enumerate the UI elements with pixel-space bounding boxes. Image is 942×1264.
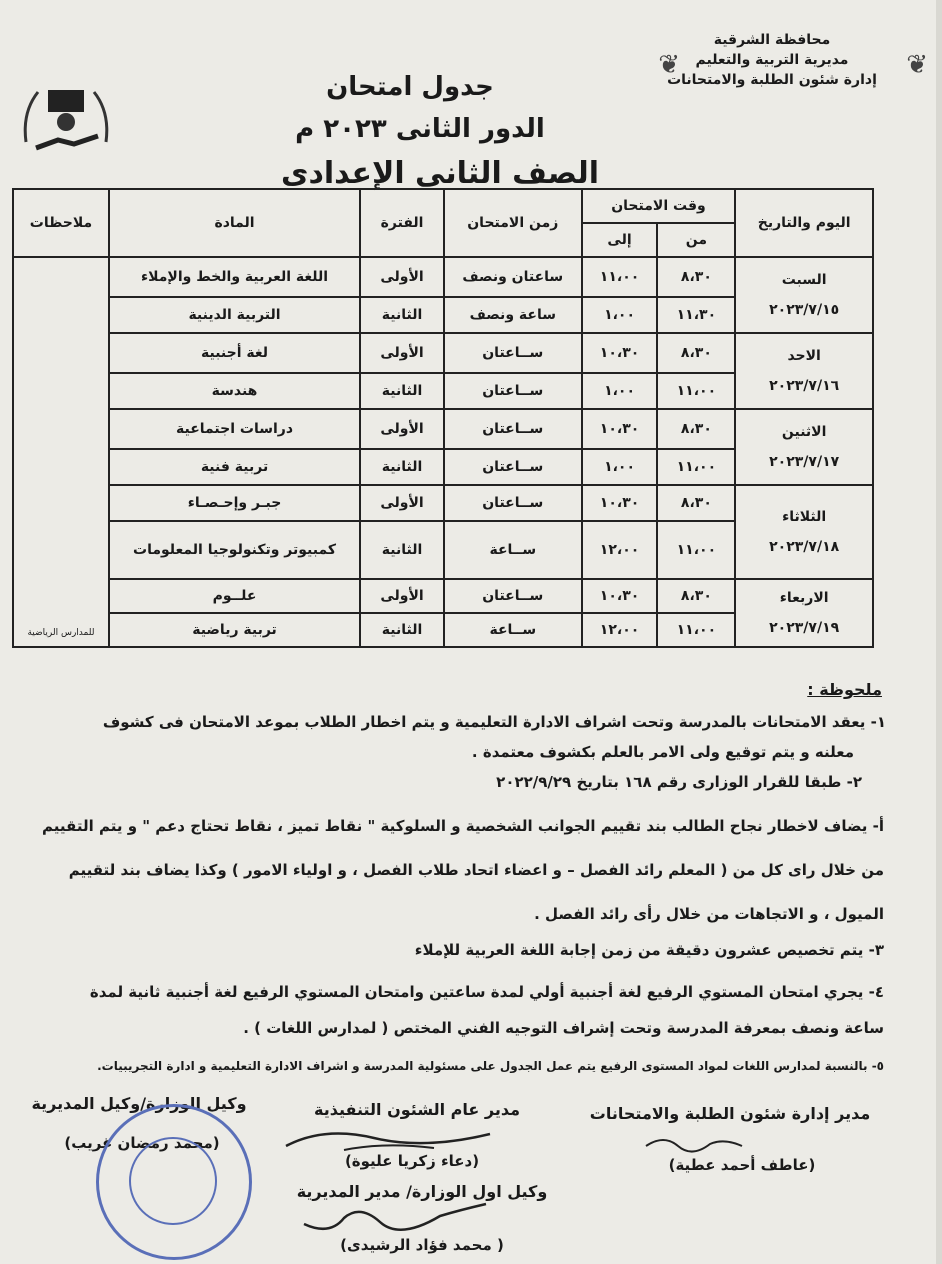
subject: اللغة العربية والخط والإملاء [109,257,360,297]
note-1-line-1: ١- يعقد الامتحانات بالمدرسة وتحت اشراف الادارة التعليمية و يتم اخطار الطلاب بموعد الامتحان فى كشوف [102,713,886,731]
handwritten-signature-icon [284,1120,494,1154]
day-name: الثلاثاء [782,509,827,525]
note-3: ٣- يتم تخصيص عشرون دقيقة من زمن إجابة اللغة العربية للإملاء [414,941,884,959]
time-from: ٨،٣٠ [657,409,735,449]
subject: كمبيوتر وتكنولوجيا المعلومات [109,521,360,579]
day-cell [735,485,873,579]
subject: التربية الدينية [109,297,360,333]
note-1-line-2: معلنه و يتم توقيع ولى الامر بالعلم بكشوف معتمدة . [471,743,854,761]
period: الثانية [360,521,444,579]
duration: ســاعتان [444,449,582,485]
note-2: ٢- طبقا للقرار الوزارى رقم ١٦٨ بتاريخ ٢٠٢٢/٩/٢٩ [496,773,862,791]
wreath-left-icon: ❦ [658,50,680,80]
table-row [13,409,873,449]
note-2a-line-3: الميول ، و الاتجاهات من خلال رأى رائد الفصل . [534,905,884,923]
day-date: ٢٠٢٣/٧/١٥ [769,302,840,318]
signature-title-director: وكيل اول الوزارة/ مدير المديرية [296,1182,548,1201]
signature-title-deputy: وكيل الوزارة/وكيل المديرية [31,1094,247,1113]
subject: هندسة [109,373,360,409]
ministry-emblem-icon [18,82,114,164]
time-from: ١١،٠٠ [657,521,735,579]
time-to: ١٢،٠٠ [582,613,658,647]
period: الأولى [360,485,444,521]
time-from: ١١،٠٠ [657,613,735,647]
document-title: جدول امتحان [326,72,494,102]
col-day-date: اليوم والتاريخ [735,189,873,257]
time-to: ١،٠٠ [582,297,658,333]
duration: ســاعتان [444,579,582,613]
grade-title: الصف الثانى الإعدادى [280,156,600,191]
period: الثانية [360,613,444,647]
col-from: من [657,223,735,257]
signature-title-executive: مدير عام الشئون التنفيذية [313,1100,521,1119]
col-duration: زمن الامتحان [444,189,582,257]
period: الأولى [360,257,444,297]
time-from: ١١،٣٠ [657,297,735,333]
time-to: ١،٠٠ [582,373,658,409]
signature-name-deputy: (محمد رمضان غريب) [64,1134,220,1152]
organization-header [642,30,902,90]
day-cell [735,333,873,409]
table-row [13,333,873,373]
duration: ســاعة [444,613,582,647]
col-notes: ملاحظات [13,189,109,257]
subject: علــوم [109,579,360,613]
subject: دراسات اجتماعية [109,409,360,449]
duration: ساعتان ونصف [444,257,582,297]
note-5: ٥- بالنسبة لمدارس اللغات لمواد المستوى الرفيع يتم عمل الجدول على مسئولية المدرسة و اشراف الادارة التعليمية و ادارة التجريبيات. [97,1059,884,1073]
note-2a-line-1: أ- يضاف لاخطار نجاح الطالب بند تقييم الجوانب الشخصية و السلوكية " نقاط تميز ، نقاط تحتاج دعم " و يتم التقييم [42,817,884,835]
subject: جبـر وإحـصـاء [109,485,360,521]
wreath-right-icon: ❦ [906,50,928,80]
table-row [13,257,873,297]
signature-name-executive: (دعاء زكريا عليوة) [344,1152,480,1170]
day-name: الاحد [787,348,821,364]
period: الأولى [360,409,444,449]
time-to: ١١،٠٠ [582,257,658,297]
note-sports-schools: للمدارس الرياضية [27,628,95,638]
day-name: الاربعاء [779,590,829,606]
day-cell [735,257,873,333]
col-to: إلى [582,223,658,257]
handwritten-signature-icon [644,1132,744,1154]
col-subject: المادة [109,189,360,257]
day-cell [735,409,873,485]
time-to: ١٠،٣٠ [582,579,658,613]
day-date: ٢٠٢٣/٧/١٦ [769,378,840,394]
org-governorate: محافظة الشرقية [713,32,831,48]
subject: تربية فنية [109,449,360,485]
time-from: ٨،٣٠ [657,333,735,373]
col-period: الفترة [360,189,444,257]
time-to: ١،٠٠ [582,449,658,485]
period: الثانية [360,373,444,409]
time-to: ١٠،٣٠ [582,485,658,521]
org-department: إدارة شئون الطلبة والامتحانات [667,72,877,88]
official-stamp [96,1104,252,1260]
time-from: ٨،٣٠ [657,257,735,297]
day-name: السبت [781,272,827,288]
time-from: ١١،٠٠ [657,449,735,485]
day-date: ٢٠٢٣/٧/١٨ [769,539,840,555]
time-to: ١٠،٣٠ [582,409,658,449]
time-from: ٨،٣٠ [657,485,735,521]
exam-round: الدور الثانى ٢٠٢٣ م [295,114,545,144]
table-row [13,579,873,613]
period: الأولى [360,333,444,373]
org-directorate: مديرية التربية والتعليم [695,52,849,68]
day-name: الاثنين [781,424,827,440]
time-to: ١٠،٣٠ [582,333,658,373]
notes-title: ملحوظة : [807,680,882,699]
duration: ســاعتان [444,373,582,409]
signature-name-director: ( محمد فؤاد الرشيدى) [340,1236,504,1254]
day-date: ٢٠٢٣/٧/١٩ [769,620,840,636]
duration: ساعة ونصف [444,297,582,333]
time-from: ٨،٣٠ [657,579,735,613]
exam-schedule-table [12,188,874,648]
note-4-line-2: ساعة ونصف بمعرفة المدرسة وتحت إشراف التوجيه الفني المختص ( لمدارس اللغات ) . [243,1019,884,1037]
duration: ســاعتان [444,333,582,373]
stamp-inner-ring [129,1137,217,1225]
period: الثانية [360,449,444,485]
table-header-row [13,189,873,223]
time-from: ١١،٠٠ [657,373,735,409]
table-row [13,485,873,521]
subject: تربية رياضية [109,613,360,647]
signature-title-students-affairs: مدير إدارة شئون الطلبة والامتحانات [589,1104,871,1123]
note-2a-line-2: من خلال راى كل من ( المعلم رائد الفصل – و اعضاء اتحاد طلاب الفصل ، و اولياء الامور ) وكذا يضاف بند لتقييم [68,861,884,879]
col-exam-time: وقت الامتحان [582,189,736,223]
notes-cell [13,257,109,647]
duration: ســاعة [444,521,582,579]
signature-name-students-affairs: (عاطف أحمد عطية) [668,1156,816,1174]
subject: لغة أجنبية [109,333,360,373]
duration: ســاعتان [444,409,582,449]
day-cell [735,579,873,647]
day-date: ٢٠٢٣/٧/١٧ [769,454,840,470]
handwritten-signature-icon [300,1200,490,1240]
duration: ســاعتان [444,485,582,521]
note-4-line-1: ٤- يجري امتحان المستوي الرفيع لغة أجنبية أولي لمدة ساعتين وامتحان المستوي الرفيع لغة أجنبية ثانية لمدة [89,983,884,1001]
period: الأولى [360,579,444,613]
time-to: ١٢،٠٠ [582,521,658,579]
period: الثانية [360,297,444,333]
